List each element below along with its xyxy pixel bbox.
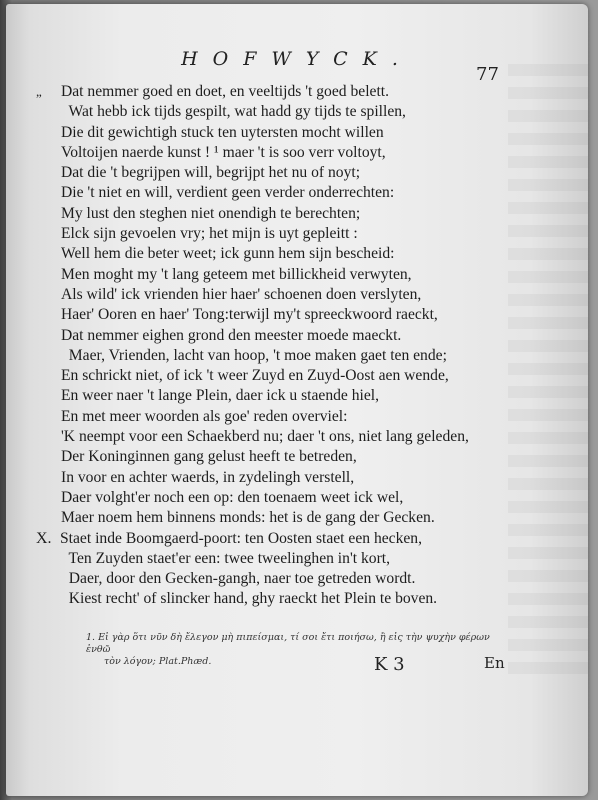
signature-mark: K 3 [374,654,405,675]
verse-line [36,427,556,447]
verse-text: Dat nemmer goed en doet, en veeltijds 't goed belett. [61,83,390,100]
page-number: 77 [476,64,499,85]
verse-line [36,305,556,325]
verse-line [36,163,556,183]
verse-line [36,244,556,264]
verse-text: Kiest recht' of slincker hand, ghy raeckt het Plein te boven. [61,590,438,608]
verse-line [36,123,556,143]
running-title: HOFWYCK. [181,48,413,70]
verse-text: Elck sijn gevoelen vry; het mijn is uyt gepleitt : [61,225,358,243]
verse-line [36,82,556,102]
verse-line [36,488,556,508]
verse-text: Der Koninginnen gang gelust heeft te betreden, [61,448,357,466]
verse-text: Die dit gewichtigh stuck ten uytersten mocht willen [61,123,384,141]
catchword: En [484,654,505,672]
footnote-line: τὸν λόγον; Plat.Phæd. [104,656,212,667]
verse-text: Maer, Vrienden, lacht van hoop, 't moe maken gaet ten ende; [61,346,447,364]
verse-line [36,102,556,122]
verse-text: Men moght my 't lang geteem met billickheid verwyten, [61,265,412,283]
verse-line [36,529,556,549]
book-page [6,4,588,796]
verse-line [36,549,556,569]
verse-text: Dat die 't begrijpen will, begrijpt het nu of noyt; [61,164,361,182]
footnote-line: 1. Εἰ γὰρ ὅτι νῦν δὴ ἔλεγον μὴ πιπείσμαι, τί σοι ἔτι ποιήσω, ἢ εἰς τὴν ψυχὴν φέρων ἐνθῶ [86,632,490,655]
verse-line [36,265,556,285]
verse-line [36,508,556,528]
verse-line [36,407,556,427]
verse-body [36,82,556,610]
footnote [86,632,506,668]
verse-text: Die 't niet en will, verdient geen verder onderrechten: [61,184,395,202]
verse-line [36,386,556,406]
verse-text: Haer' Ooren en haer' Tong:terwijl my't spreeckwoord raeckt, [61,306,438,324]
verse-line [36,326,556,346]
verse-text: Voltoijen naerde kunst ! ¹ maer 't is soo verr voltoyt, [61,143,386,161]
verse-text: Ten Zuyden staet'er een: twee tweelinghen in't kort, [61,549,390,567]
verse-text: Daer, door den Gecken-gangh, naer toe getreden wordt. [61,570,416,588]
verse-text: Maer noem hem binnens monds: het is de gang der Gecken. [61,509,435,527]
verse-text: Wat hebb ick tijds gespilt, wat hadd gy tijds te spillen, [61,103,406,121]
verse-text: My lust den steghen niet onendigh te berechten; [61,204,361,222]
verse-line [36,143,556,163]
verse-text: En weer naer 't lange Plein, daer ick u staende hiel, [61,387,380,405]
verse-line [36,204,556,224]
verse-line [36,447,556,467]
verse-line [36,569,556,589]
verse-text: In voor en achter waerds, in zydelingh verstell, [61,468,355,486]
verse-text: Daer volght'er noch een op: den toenaem weet ick wel, [61,488,404,506]
verse-line [36,468,556,488]
verse-line [36,366,556,386]
margin-mark: „ [36,84,42,99]
verse-text: Well hem die beter weet; ick gunn hem sijn bescheid: [61,245,395,263]
verse-text: Als wild' ick vrienden hier haer' schoenen doen verslyten, [61,285,422,303]
verse-line [36,183,556,203]
verse-line [36,346,556,366]
verse-text: En met meer woorden als goe' reden overviel: [61,407,348,425]
verse-line [36,589,556,609]
verse-text: Staet inde Boomgaerd-poort: ten Oosten staet een hecken, [60,529,423,547]
verse-text: Dat nemmer eighen grond den meester moede maeckt. [61,326,402,344]
verse-line [36,224,556,244]
verse-text: 'K neempt voor een Schaekberd nu; daer 't ons, niet lang geleden, [61,428,469,446]
verse-line [36,285,556,305]
margin-mark: X. [36,529,52,547]
verse-text: En schrickt niet, of ick 't weer Zuyd en Zuyd-Oost aen wende, [61,367,449,385]
